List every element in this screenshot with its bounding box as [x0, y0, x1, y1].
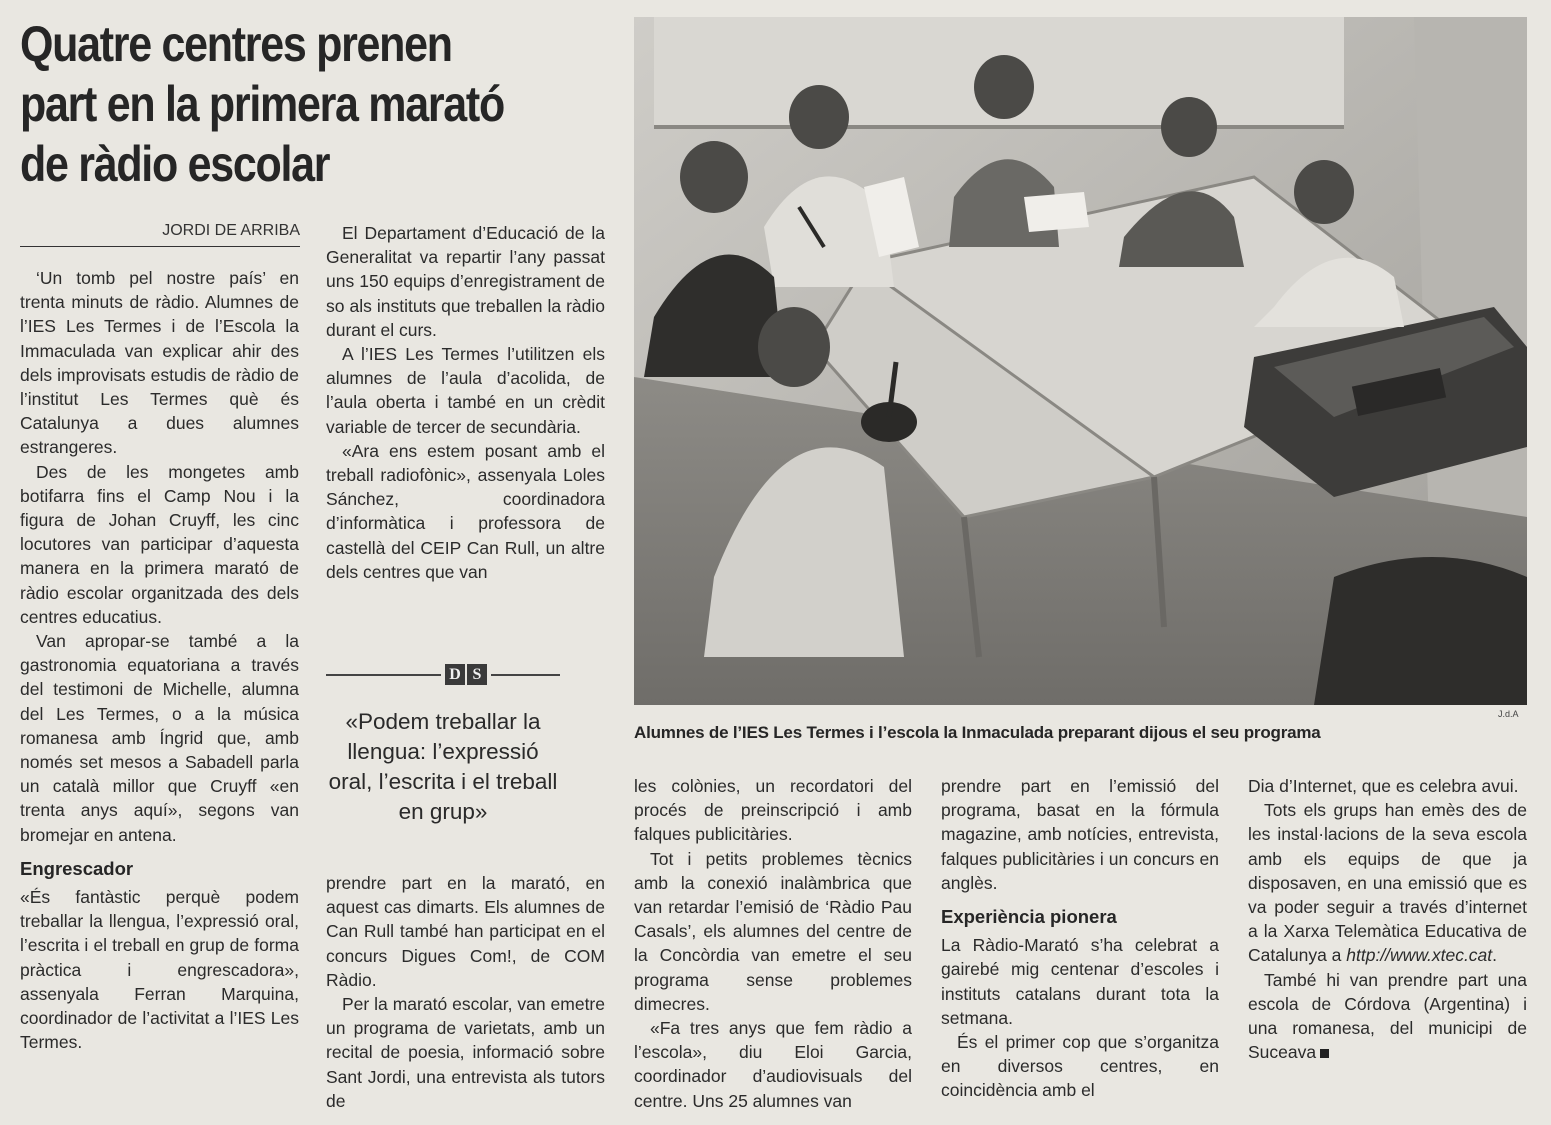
paragraph: Van apropar-se també a la gastronomia equatoriana a través del testimoni de Michelle, alumna del Les Termes, o a la música romanesa amb Íngrid que, amb només set mesos a Sabadell parla un català millor que Cruyff «en trenta anys aquí», segons van bromejar en antena.	[20, 631, 299, 845]
paragraph: Des de les mongetes amb botifarra fins el Camp Nou i la figura de Johan Cruyff, les cinc locutores van participar d’aquesta manera en la primera marató de ràdio escolar organitzada des dels centres educatius.	[20, 461, 299, 627]
paragraph-text: També hi van prendre part una escola de Córdova (Argentina) i una romanesa, del municipi de Suceava	[1248, 969, 1527, 1063]
xtec-link[interactable]: http://www.xtec.cat	[1346, 945, 1493, 966]
headline: Quatre centres prenen part en la primera marató de ràdio escolar	[20, 16, 504, 192]
logo-letter-s: S	[467, 664, 487, 685]
paragraph: prendre part en la marató, en aquest cas dimarts. Els alumnes de Can Rull també han participat en el concurs Digues Com!, de COM Ràdio.	[326, 873, 605, 990]
paragraph: ‘Un tomb pel nostre país’ en trenta minuts de ràdio. Alumnes de l’IES Les Termes i de l’Escola la Immaculada van explicar ahir des dels improvisats estudis de ràdio de l’institut Les Termes què és Catalunya a dues alumnes estrangeres.	[20, 268, 299, 458]
paragraph: «Fa tres anys que fem ràdio a l’escola», diu Eloi Garcia, coordinador d’audiovisuals del centre. Uns 25 alumnes van	[634, 1018, 912, 1111]
photo-illustration	[634, 17, 1527, 705]
paragraph: Per la marató escolar, van emetre un programa de varietats, amb un recital de poesia, informació sobre Sant Jordi, una entrevista als tutors de	[326, 994, 605, 1111]
subheading: Experiència pionera	[941, 906, 1117, 928]
column-2-top	[326, 221, 605, 584]
column-2-bottom	[326, 871, 605, 1113]
pull-quote: «Podem treballar la llengua: l’expressió oral, l’escrita i el treball en grup»	[328, 709, 558, 824]
column-3	[634, 774, 912, 1113]
photo-caption: Alumnes de l’IES Les Termes i l’escola la Inmaculada preparant dijous el seu programa	[634, 723, 1321, 742]
column-5	[1248, 774, 1527, 1064]
classroom-radio-photo	[634, 17, 1527, 705]
paragraph: La Ràdio-Marató s’ha celebrat a gairebé mig centenar d’escoles i instituts catalans durant tota la setmana.	[941, 935, 1219, 1028]
paragraph: Dia d’Internet, que es celebra avui.	[1248, 776, 1519, 796]
subheading: Engrescador	[20, 857, 134, 879]
photo-credit: J.d.A	[1498, 709, 1519, 719]
paragraph	[1248, 798, 1527, 967]
paragraph: prendre part en l’emissió del programa, basat en la fórmula magazine, amb notícies, entrevista, falques publicitàries i un concurs en anglès.	[941, 776, 1219, 893]
column-1	[20, 266, 299, 1055]
paragraph: «És fantàstic perquè podem treballar la llengua, l’expressió oral, l’escrita i el treball en grup de forma pràctica i engrescadora», assenyala Ferran Marquina, coordinador de l’activitat a l’IES Les Termes.	[20, 887, 299, 1053]
logo-letter-d: D	[445, 664, 465, 685]
paragraph-text: .	[1492, 945, 1498, 966]
paragraph	[1248, 968, 1527, 1065]
paragraph: Tot i petits problemes tècnics amb la conexió inalàmbrica que van retardar l’emisió de ‘Ràdio Pau Casals’, els alumnes del centre de la Concòrdia van emetre el seu programa sense problemes dimecres.	[634, 848, 912, 1014]
publication-logo	[441, 664, 491, 685]
byline: JORDI DE ARRIBA	[20, 222, 300, 247]
paragraph: És el primer cop que s’organitza en diversos centres, en coincidència amb el	[941, 1032, 1219, 1101]
paragraph-text: Tots els grups han emès des de les instal·lacions de la seva escola amb els equips de que ja disposaven, en una emissió que es va poder seguir a través d’internet a la Xarxa Telemàtica Educativa de Catalunya a	[1248, 800, 1527, 966]
paragraph: El Departament d’Educació de la Generalitat va repartir l’any passat uns 150 equips d’enregistrament de so als instituts que treballen la ràdio durant el curs.	[326, 223, 605, 340]
paragraph: «Ara ens estem posant amb el treball radiofònic», assenyala Loles Sánchez, coordinadora d’informàtica i professora de castellà del CEIP Can Rull, un altre dels centres que van	[326, 440, 605, 582]
paragraph: les colònies, un recordatori del procés de preinscripció i amb falques publicitàries.	[634, 776, 912, 845]
paragraph: A l’IES Les Termes l’utilitzen els alumnes de l’aula d’acolida, de l’aula oberta i també en un crèdit variable de tercer de secundària.	[326, 344, 605, 437]
column-4	[941, 774, 1219, 1103]
end-of-article-mark	[1320, 1049, 1329, 1058]
